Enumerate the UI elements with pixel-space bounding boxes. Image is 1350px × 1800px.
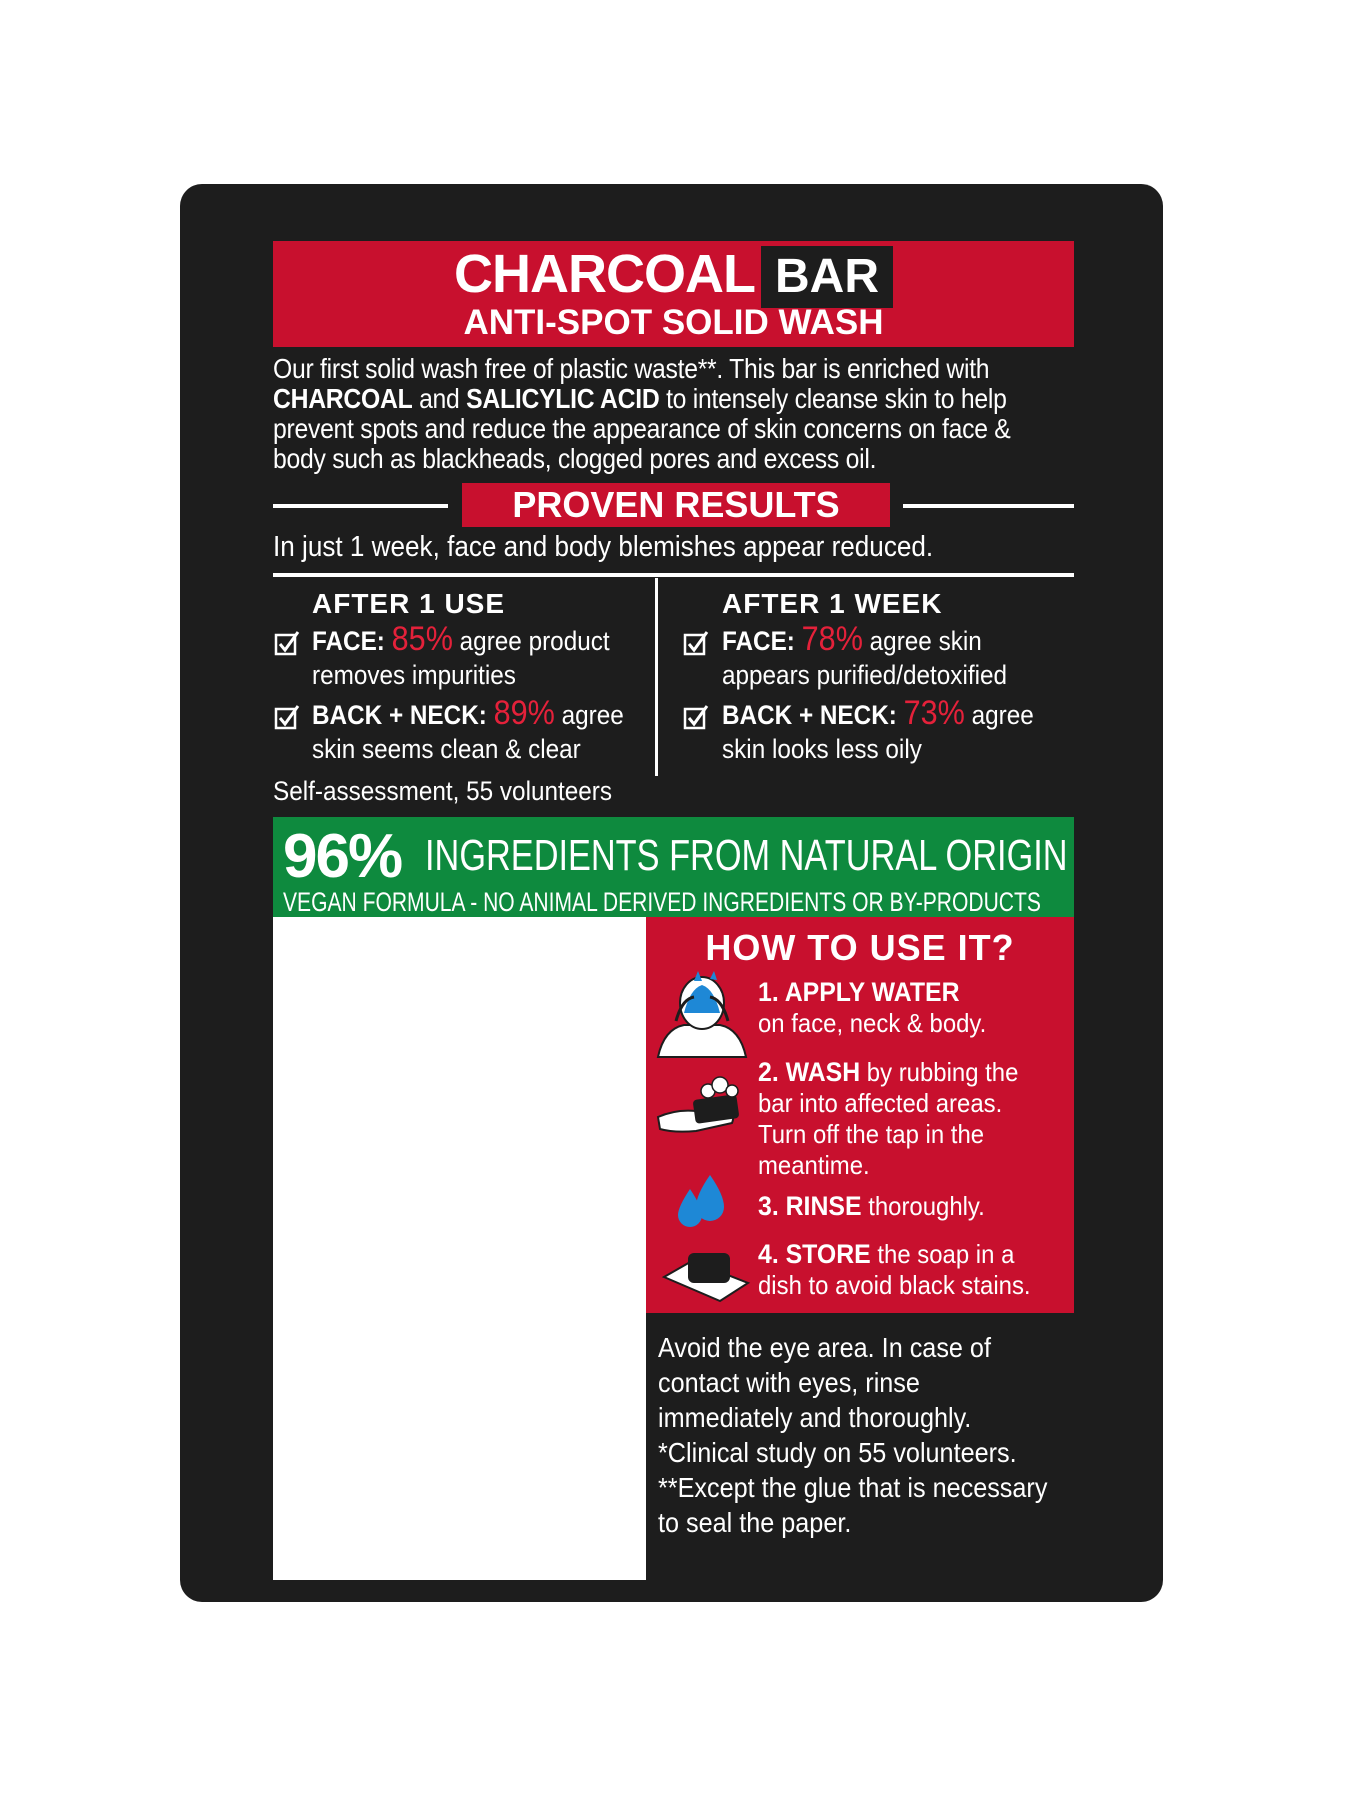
divider-left [273,504,448,508]
title-bar: BAR [761,246,893,308]
natural-origin-band [273,817,1074,917]
step-4: 4. STORE the soap in a dish to avoid black stains. [758,1239,1031,1300]
result-face-1-week: FACE: 78% agree skin appears purified/detoxified [722,620,1008,690]
result-back-1-use: BACK + NECK: 89% agree skin seems clean & clear [312,694,624,764]
checkbox-icon [683,630,709,656]
after-1-week-heading: AFTER 1 WEEK [722,588,943,619]
soap-dish-icon [660,1243,752,1303]
product-subtitle: ANTI-SPOT SOLID WASH [463,303,884,342]
checkbox-icon [274,704,300,730]
description-line: CHARCOAL and SALICYLIC ACID to intensely cleanse skin to help [273,383,1007,414]
how-to-use-heading: HOW TO USE IT? [705,927,1015,968]
water-drops-icon [672,1173,732,1229]
product-title-banner [273,241,1074,347]
bar-rubbing-icon [656,1069,750,1139]
result-face-1-use: FACE: 85% agree product removes impurities [312,620,610,690]
how-to-use-panel [646,917,1074,1313]
results-divider [273,573,1074,577]
after-1-use-heading: AFTER 1 USE [312,588,506,619]
result-back-1-week: BACK + NECK: 73% agree skin looks less oily [722,694,1034,764]
vegan-formula-text: VEGAN FORMULA - NO ANIMAL DERIVED INGREDIENTS OR BY-PRODUCTS [283,887,1041,917]
proven-results-summary: In just 1 week, face and body blemishes appear reduced. [273,531,934,563]
product-description [273,354,1074,474]
blank-label-area [273,917,646,1580]
natural-origin-percent: 96% [283,822,402,891]
self-assessment-note: Self-assessment, 55 volunteers [273,776,613,806]
divider-right [903,504,1074,508]
checkbox-icon [274,630,300,656]
step-1: 1. APPLY WATER on face, neck & body. [758,977,987,1038]
results-column-divider [655,578,658,776]
description-line: Our first solid wash free of plastic waste**. This bar is enriched with [273,353,990,384]
step-3: 3. RINSE thoroughly. [758,1191,985,1221]
warning-text: Avoid the eye area. In case of contact with eyes, rinse immediately and thoroughly. *Clinical study on 55 volunteers. **Except the glue that is necessary to seal the paper. [658,1332,1048,1538]
step-2: 2. WASH by rubbing the bar into affected areas. Turn off the tap in the meantime. [758,1057,1019,1180]
face-washing-icon [654,969,750,1059]
natural-origin-text: INGREDIENTS FROM NATURAL ORIGIN [425,831,1068,880]
description-line: prevent spots and reduce the appearance of skin concerns on face & [273,413,1011,444]
title-charcoal: CHARCOAL [454,244,755,304]
proven-results-label: PROVEN RESULTS [462,483,890,527]
checkbox-icon [683,704,709,730]
description-line: body such as blackheads, clogged pores and excess oil. [273,443,877,474]
product-title [273,243,1074,308]
